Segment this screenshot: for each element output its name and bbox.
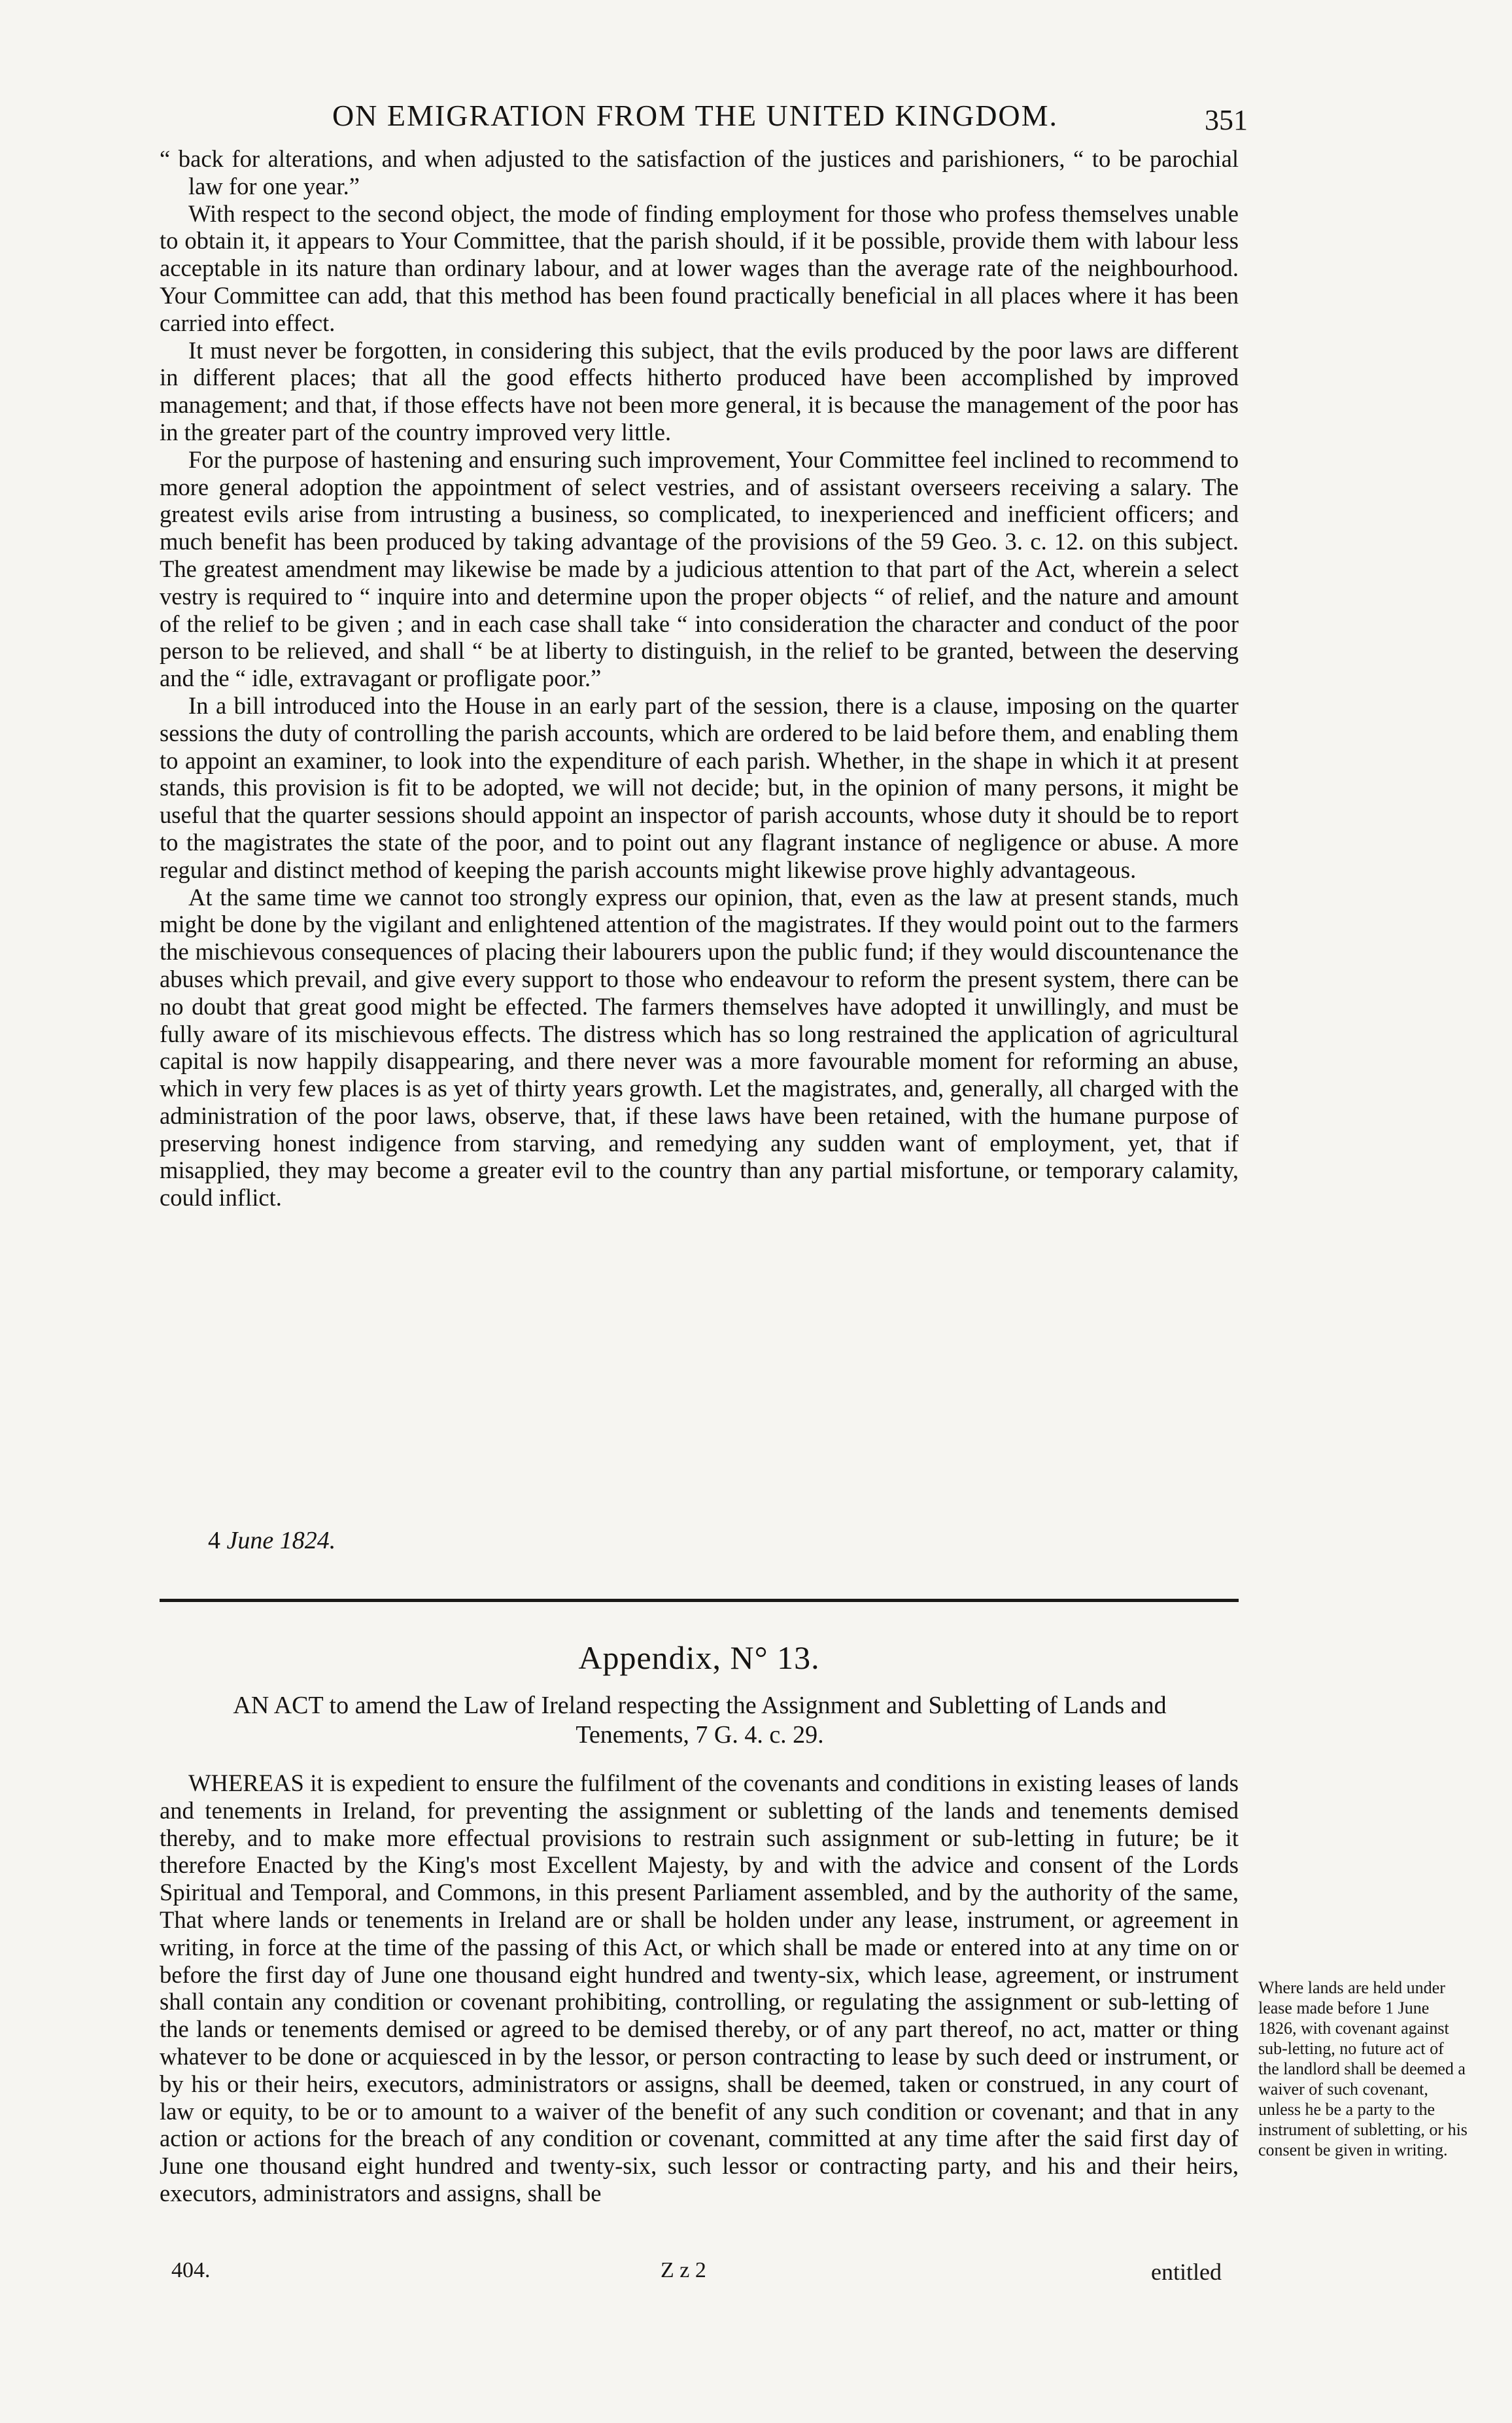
marginal-note: Where lands are held under lease made before 1 June 1826, with covenant against sub-letting, no future act of the landlord shall be deemed a waiver of such covenant, unless he be a party to the instrument of subletting, or his consent be given in writing. xyxy=(1258,1978,1468,2159)
report-paragraph: It must never be forgotten, in considering this subject, that the evils produced by the poor laws are different in different places; that all the good effects hitherto produced have been accomplished by improved management; and that, if those effects have not been more general, it is because the management of the poor has in the greater part of the country improved very little. xyxy=(160,336,1239,445)
signature-number: 404. xyxy=(171,2258,211,2282)
report-paragraph: At the same time we cannot too strongly express our opinion, that, even as the law at present stands, much might be done by the vigilant and enlightened attention of the magistrates. If they would point out to the farmers the mischievous consequences of placing their labourers upon the public fund; if they would discountenance the abuses which prevail, and give every support to those who endeavour to reform the present system, there can be no doubt that great good might be effected. The farmers themselves have adopted it unwillingly, and must be fully aware of its mischievous effects. The distress which has so long restrained the application of agricultural capital is now happily disappearing, and there never was a more favourable moment for reforming an abuse, which in very few places is as yet of thirty years growth. Let the magistrates, and, generally, all charged with the administration of the poor laws, observe, that, if these laws have been retained, with the humane purpose of preserving honest indigence from starving, and remedying any sudden want of employment, yet, that if misapplied, they may become a greater evil to the country than any partial misfortune, or temporary calamity, could inflict. xyxy=(160,883,1239,1212)
section-divider xyxy=(160,1599,1239,1602)
appendix-heading: Appendix, N° 13. xyxy=(578,1639,820,1676)
report-body xyxy=(160,145,1239,1212)
page-number: 351 xyxy=(1205,104,1248,136)
act-text: WHEREAS it is expedient to ensure the fulfilment of the covenants and conditions in existing leases of lands and tenements in Ireland, for preventing the assignment or subletting of the lands and tenements demised thereby, and to make more effectual provisions to restrain such assignment or sub-letting in future; be it therefore Enacted by the King's most Excellent Majesty, by and with the advice and consent of the Lords Spiritual and Temporal, and Commons, in this present Parliament assembled, and by the authority of the same, That where lands or tenements in Ireland are or shall be holden under any lease, instrument, or agreement in writing, in force at the time of the passing of this Act, or which shall be made or entered into at any time on or before the first day of June one thousand eight hundred and twenty-six, which lease, agreement, or instrument shall contain any condition or covenant prohibiting, controlling, or regulating the assignment or sub-letting of the lands or tenements demised or agreed to be demised thereby, or of any part thereof, no act, matter or thing whatever to be done or acquiesced in by the lessor, or person contracting to lease by such deed or instrument, or by his or their heirs, executors, administrators or assigns, shall be deemed, taken or construed, in any court of law or equity, to be or to amount to a waiver of the benefit of any such condition or covenant; and that in any action or actions for the breach of any condition or covenant, committed at any time after the said first day of June one thousand eight hundred and twenty-six, such lessor or contracting party, and his and their heirs, executors, administrators and assigns, shall be xyxy=(160,1769,1239,2206)
act-body xyxy=(160,1769,1239,2207)
signature-mark: Z z 2 xyxy=(661,2258,706,2282)
report-paragraph: In a bill introduced into the House in an early part of the session, there is a clause, imposing on the quarter sessions the duty of controlling the parish accounts, which are ordered to be laid before them, and enabling them to appoint an examiner, to look into the expenditure of each parish. Whether, in the shape in which it at present stands, this provision is fit to be adopted, we will not decide; but, in the opinion of many persons, it might be useful that the quarter sessions should appoint an inspector of parish accounts, whose duty it should be to report to the magistrates the state of the poor, and to point out any flagrant instance of negligence or abuse. A more regular and distinct method of keeping the parish accounts might likewise prove highly advantageous. xyxy=(160,691,1239,883)
act-title: AN ACT to amend the Law of Ireland respecting the Assignment and Subletting of Lands and Tenements, 7 G. 4. c. 29. xyxy=(233,1692,1167,1749)
report-paragraph: For the purpose of hastening and ensuring such improvement, Your Committee feel inclined to recommend to more general adoption the appointment of select vestries, and of assistant overseers receiving a salary. The greatest evils arise from intrusting a business, so complicated, to inexperienced and inefficient officers; and much benefit has been produced by taking advantage of the provisions of the 59 Geo. 3. c. 12. on this subject. The greatest amendment may likewise be made by a judicious attention to that part of the Act, wherein a select vestry is required to “ inquire into and determine upon the proper objects “ of relief, and the nature and amount of the relief to be given ; and in each case shall take “ into consideration the character and conduct of the poor person to be relieved, and shall “ be at liberty to distinguish, in the relief to be granted, between the deserving and the “ idle, extravagant or profligate poor.” xyxy=(160,445,1239,692)
running-title: ON EMIGRATION FROM THE UNITED KINGDOM. xyxy=(332,99,1059,132)
report-date-day: 4 xyxy=(208,1527,220,1554)
report-paragraph: With respect to the second object, the mode of finding employment for those who profess themselves unable to obtain it, it appears to Your Committee, that the parish should, if it be possible, provide them with labour less acceptable in its nature than ordinary labour, and at lower wages than the average rate of the neighbourhood. Your Committee can add, that this method has been found practically beneficial in all places where it has been carried into effect. xyxy=(160,200,1239,336)
report-date-rest: June 1824. xyxy=(226,1527,336,1554)
report-paragraph: “ back for alterations, and when adjusted to the satisfaction of the justices and parishioners, “ to be parochial law for one year.” xyxy=(160,145,1239,200)
catchword: entitled xyxy=(1151,2259,1222,2285)
report-date xyxy=(208,1526,335,1555)
